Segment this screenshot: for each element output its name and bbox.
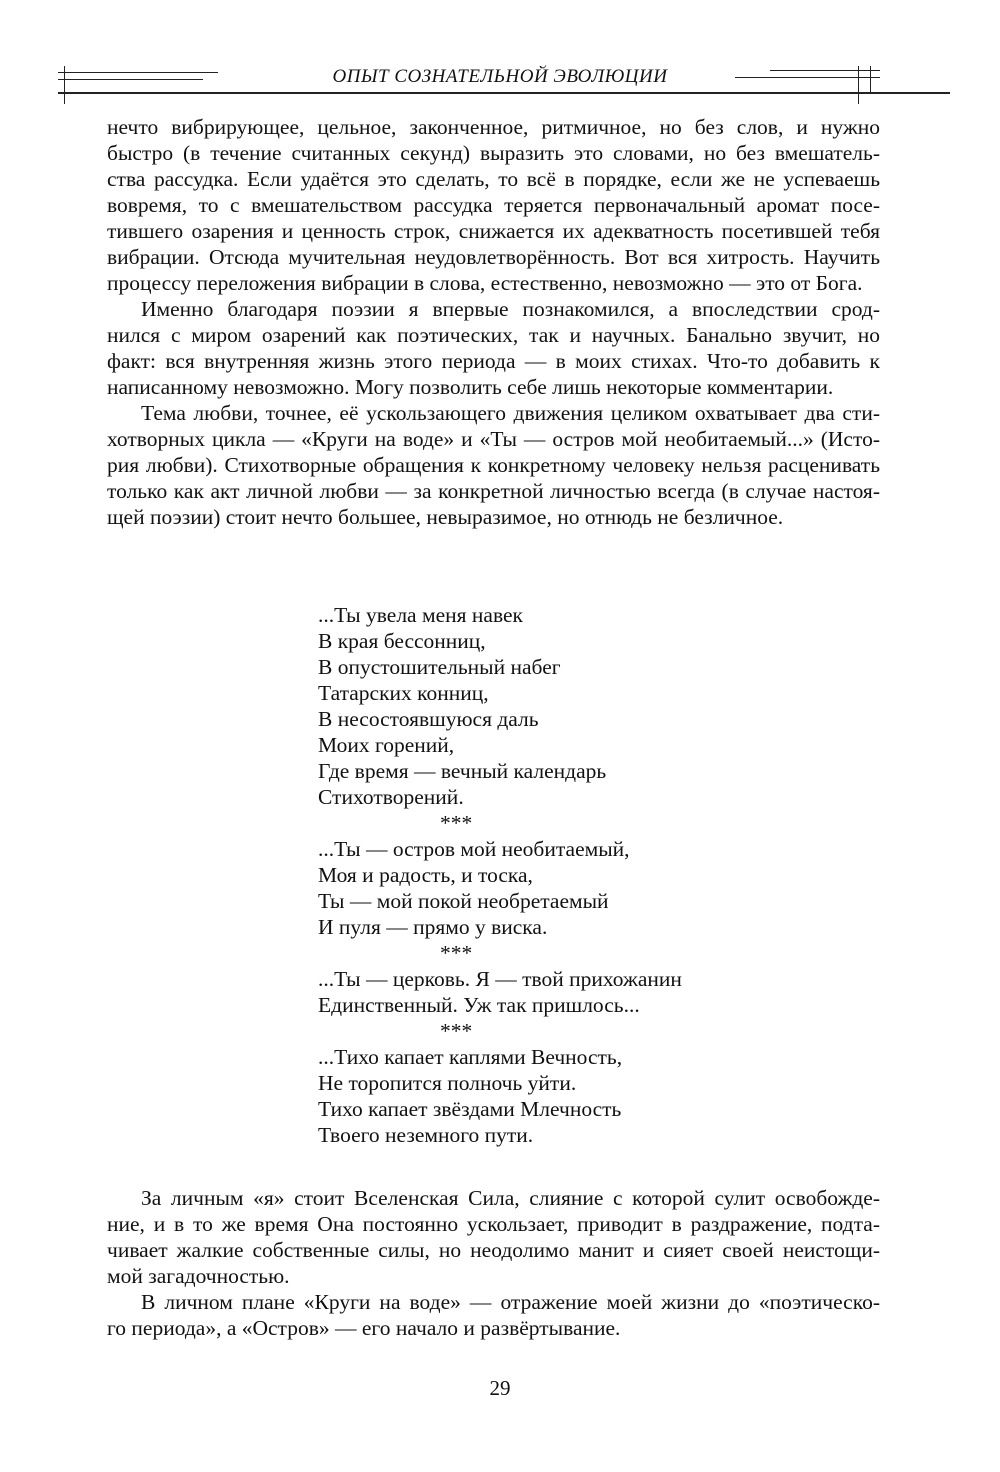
- text-line: хотворных цикла — «Круги на воде» и «Ты — остров мой необитаемый...» (Исто-: [107, 427, 880, 451]
- poem-line: В несостоявшуюся даль: [318, 707, 539, 731]
- poem-line: В опустошительный набег: [318, 655, 561, 679]
- paragraph: [107, 400, 880, 530]
- poem-line: ...Ты — церковь. Я — твой прихожанин: [318, 967, 682, 991]
- poem-line: Татарских конниц,: [318, 681, 489, 705]
- header-title: ОПЫТ СОЗНАТЕЛЬНОЙ ЭВОЛЮЦИИ: [332, 66, 668, 87]
- text-line: только как акт личной любви — за конкретной личностью всегда (в случае настоя-: [107, 479, 880, 503]
- poem-line: Тихо капает звёздами Млечность: [318, 1097, 622, 1121]
- text-line: чивает жалкие собственные силы, но неодолимо манит и сияет своей неистощи-: [107, 1238, 880, 1262]
- stanza-separator: ***: [440, 1019, 473, 1043]
- text-line: Тема любви, точнее, её ускользающего движения целиком охватывает два сти-: [141, 401, 880, 425]
- poem-line: В края бессонниц,: [318, 629, 486, 653]
- poem-line: И пуля — прямо у виска.: [318, 915, 548, 939]
- body-text-bottom: [107, 1185, 880, 1341]
- text-line: тившего озарения и ценность строк, снижается их адекватность посетившей тебя: [107, 219, 880, 243]
- text-line: нился с миром озарений как поэтических, так и научных. Банально звучит, но: [107, 323, 880, 347]
- poem-line: Где время — вечный календарь: [318, 759, 607, 783]
- running-header: [0, 60, 1000, 110]
- text-line: вовремя, то с вмешательством рассудка теряется первоначальный аромат посе-: [107, 193, 880, 217]
- poem-line: Не торопится полночь уйти.: [318, 1071, 577, 1095]
- paragraph: [107, 296, 880, 400]
- poem-line: ...Тихо капает каплями Вечность,: [318, 1045, 623, 1069]
- poem-line: Стихотворений.: [318, 785, 464, 809]
- header-rule: [58, 92, 950, 94]
- text-line: процессу переложения вибрации в слова, естественно, невозможно — это от Бога.: [107, 271, 863, 295]
- text-line: го периода», а «Остров» — его начало и развёртывание.: [107, 1316, 621, 1340]
- text-line: щей поэзии) стоит нечто большее, невыразимое, но отнюдь не безличное.: [107, 505, 784, 529]
- poem-line: ...Ты — остров мой необитаемый,: [318, 837, 630, 861]
- poem-line: Ты — мой покой необретаемый: [318, 889, 609, 913]
- text-line: Именно благодаря поэзии я впервые познакомился, а впоследствии срод-: [141, 297, 880, 321]
- text-line: рия любви). Стихотворные обращения к конкретному человеку нельзя расценивать: [107, 453, 880, 477]
- paragraph: [107, 114, 880, 296]
- text-line: факт: вся внутренняя жизнь этого периода — в моих стихах. Что-то добавить к: [107, 349, 880, 373]
- poem-line: Единственный. Уж так пришлось...: [318, 993, 640, 1017]
- text-line: За личным «я» стоит Вселенская Сила, слияние с которой сулит освобожде-: [141, 1186, 880, 1210]
- text-line: нечто вибрирующее, цельное, законченное, ритмичное, но без слов, и нужно: [107, 115, 880, 139]
- text-line: вибрации. Отсюда мучительная неудовлетворённость. Вот вся хитрость. Научить: [107, 245, 880, 269]
- stanza-separator: ***: [440, 811, 473, 835]
- text-line: мой загадочностью.: [107, 1264, 290, 1288]
- poem-line: ...Ты увела меня навек: [318, 603, 523, 627]
- text-line: В личном плане «Круги на воде» — отражение моей жизни до «поэтическо-: [141, 1290, 880, 1314]
- body-text-top: [107, 114, 880, 530]
- poem-line: Моя и радость, и тоска,: [318, 863, 533, 887]
- text-line: написанному невозможно. Могу позволить себе лишь некоторые комментарии.: [107, 375, 834, 399]
- poem: [318, 602, 682, 1148]
- text-line: ние, и в то же время Она постоянно ускользает, приводит в раздражение, подта-: [107, 1212, 880, 1236]
- text-line: ства рассудка. Если удаётся это сделать, то всё в порядке, если же не успеваешь: [107, 167, 880, 191]
- text-line: быстро (в течение считанных секунд) выразить это словами, но без вмешатель-: [107, 141, 880, 165]
- paragraph: [107, 1185, 880, 1289]
- stanza-separator: ***: [440, 941, 473, 965]
- page-number: 29: [489, 1376, 511, 1400]
- paragraph: [107, 1289, 880, 1341]
- poem-line: Моих горений,: [318, 733, 455, 757]
- poem-line: Твоего неземного пути.: [318, 1123, 534, 1147]
